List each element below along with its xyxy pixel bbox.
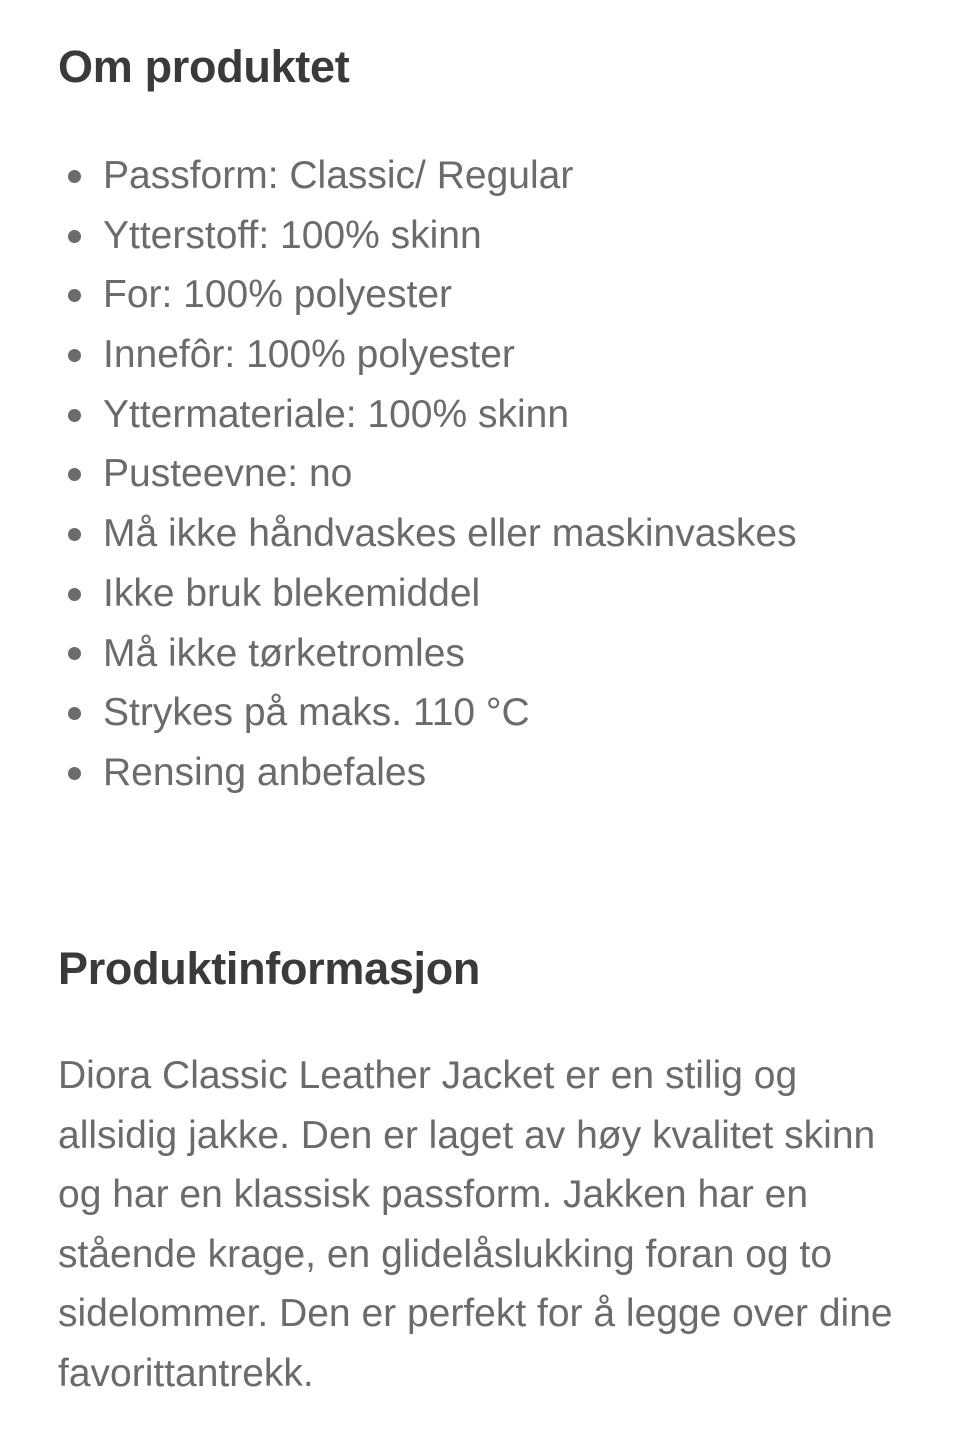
- feature-item: [58, 504, 797, 564]
- bullet-icon: [68, 767, 81, 780]
- feature-text: Rensing anbefales: [103, 750, 427, 794]
- feature-text: Passform: Classic/ Regular: [103, 154, 574, 197]
- feature-item: [58, 743, 797, 803]
- bullet-icon: [68, 468, 81, 481]
- product-description: Diora Classic Leather Jacket er en stilig og allsidig jakke. Den er laget av høy kvalitet skinn og har en klassisk passform. Jakken har en stående krage, en glidelåslukking foran og to sidelommer. Den er perfekt for å legge over dine favorittantrekk.: [58, 1054, 893, 1395]
- feature-item: [58, 385, 797, 445]
- feature-text: Innefôr: 100% polyester: [103, 333, 515, 377]
- bullet-icon: [68, 409, 81, 422]
- feature-item: [58, 325, 797, 385]
- product-feature-list: [58, 146, 797, 803]
- bullet-icon: [68, 588, 81, 601]
- product-info-heading: Produktinformasjon: [58, 943, 481, 994]
- feature-text: Må ikke håndvaskes eller maskinvaskes: [103, 512, 797, 556]
- feature-item: [58, 146, 797, 206]
- feature-text: Pusteevne: no: [103, 452, 353, 496]
- feature-item: [58, 564, 797, 624]
- feature-text: Må ikke tørketromles: [103, 631, 465, 675]
- feature-text: Ikke bruk blekemiddel: [103, 571, 481, 615]
- feature-item: [58, 683, 797, 743]
- feature-text: Ytterstoff: 100% skinn: [103, 213, 482, 257]
- bullet-icon: [68, 647, 81, 660]
- feature-text: For: 100% polyester: [103, 273, 453, 317]
- bullet-icon: [68, 707, 81, 720]
- feature-item: [58, 444, 797, 504]
- feature-item: [58, 265, 797, 325]
- feature-text: Yttermateriale: 100% skinn: [103, 392, 570, 436]
- feature-item: [58, 206, 797, 266]
- bullet-icon: [68, 230, 81, 243]
- feature-item: [58, 624, 797, 684]
- bullet-icon: [68, 289, 81, 302]
- about-product-heading: Om produktet: [58, 41, 350, 92]
- feature-text: Strykes på maks. 110 °C: [103, 691, 530, 735]
- bullet-icon: [68, 349, 81, 362]
- bullet-icon: [68, 528, 81, 541]
- bullet-icon: [68, 170, 81, 183]
